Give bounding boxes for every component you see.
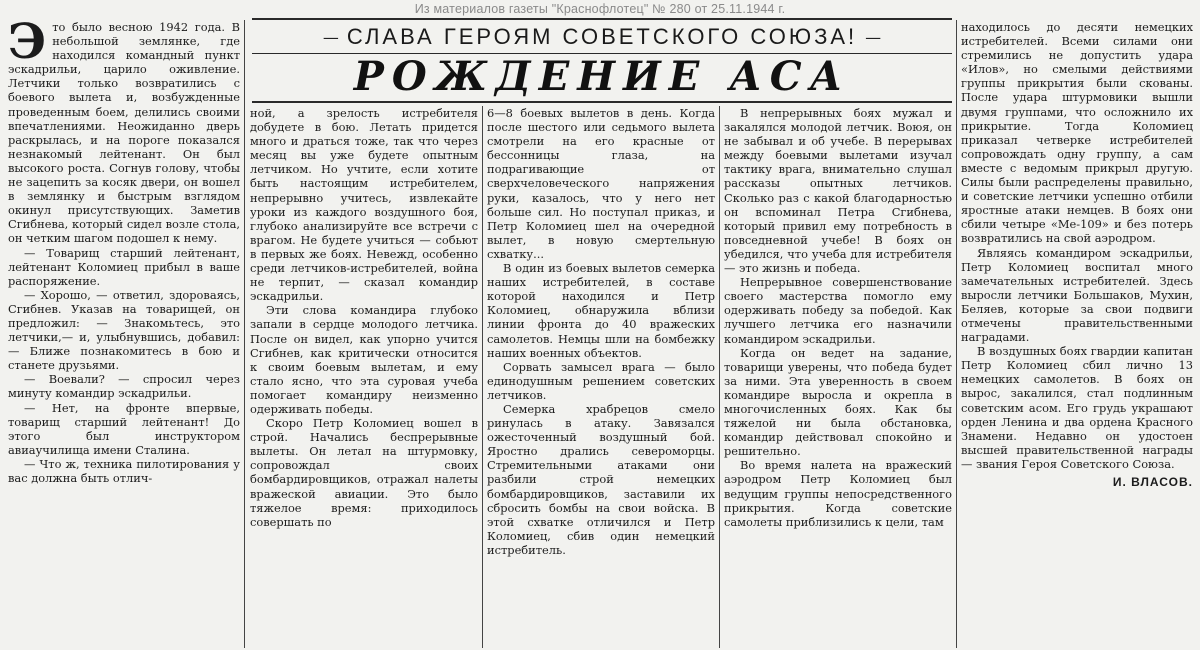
paragraph: Скоро Петр Коломиец вошел в строй. Начались беспрерывные вылеты. Он летал на штурмовку, сопровождал своих бомбардировщиков, отражал налеты вражеской авиации. Это было тяжелое время: приходилось совершать по xyxy=(250,416,478,529)
banner xyxy=(252,22,952,52)
paragraph: Являясь командиром эскадрильи, Петр Коломиец воспитал много замечательных истребителей. Здесь выросли летчики Большаков, Мухин, Беляев, которые за свои подвиги отмечены правительственными наградами. xyxy=(961,245,1193,345)
headline-bottom-rule xyxy=(252,101,952,103)
ornament-left-icon: — xyxy=(322,27,339,47)
column-divider xyxy=(956,20,957,648)
drop-cap: Э xyxy=(8,20,47,70)
banner-top-rule xyxy=(252,18,952,20)
paragraph: — Воевали? — спросил через минуту командир эскадрильи. xyxy=(8,372,240,401)
paragraph: находилось до десяти немецких истребителей. Всеми силами они стремились не допустить удара «Илов», но смелыми действиями группы прикрытия были скованы. После удара штурмовики вышли двумя группами, что осложнило их прикрытие. Тогда Коломиец приказал четверке истребителей сопровождать одну группу, а сам вместе с ведомым прикрыл другую. Силы были распределены правильно, и советские летчики успешно отбили яростные атаки немцев. В боях они сбили четыре «Ме-109» и без потерь возвратились на свой аэродром. xyxy=(961,20,1193,246)
author-signature: И. ВЛАСОВ. xyxy=(1112,475,1193,489)
banner-text: СЛАВА ГЕРОЯМ СОВЕТСКОГО СОЮЗА! xyxy=(346,24,858,49)
paragraph: В один из боевых вылетов семерка наших истребителей, в составе которой находился и Петр Коломиец, обнаружила вблизи линии фронта до 40 вражеских самолетов. Немцы шли на бомбежку наших военных объектов. xyxy=(487,261,715,360)
source-caption: Из материалов газеты "Краснофлотец" № 280 от 25.11.1944 г. xyxy=(414,2,786,16)
paragraph: Непрерывное совершенствование своего мастерства помогло ему одерживать победу за победой. Как лучшего летчика его назначили командиром эскадрильи. xyxy=(724,275,952,346)
paragraph: Это было весною 1942 года. В небольшой землянке, где находился командный пункт эскадрильи, царило оживление. Летчики только возвратились с боевого вылета и, возбужденные проведенным боем, делились своими впечатлениями. Неожиданно дверь раскрылась, и на пороге показался незнакомый лейтенант. Он был высокого роста. Согнув голову, чтобы не зацепить за косяк двери, он вошел в землянку и быстрым взглядом окинул присутствующих. Заметив Сгибнева, который сидел возле стола, он четким шагом подошел к нему. xyxy=(8,20,240,246)
article-column-3 xyxy=(487,106,715,648)
paragraph: — Что ж, техника пилотирования у вас должна быть отлич- xyxy=(8,456,240,485)
paragraph: — Товарищ старший лейтенант, лейтенант Коломиец прибыл в ваше распоряжение. xyxy=(8,245,240,288)
paragraph: В воздушных боях гвардии капитан Петр Коломиец сбил лично 13 немецких самолетов. В боях он вырос, закалился, стал подлинным советским асом. Его грудь украшают орден Ленина и два ордена Красного Знамени. Недавно он удостоен высшей правительственной награды — звания Героя Советского Союза. xyxy=(961,344,1193,471)
column-divider xyxy=(244,20,245,648)
paragraph: Сорвать замысел врага — было единодушным решением советских летчиков. xyxy=(487,359,715,402)
ornament-right-icon: — xyxy=(865,27,882,47)
paragraph: Во время налета на вражеский аэродром Петр Коломиец был ведущим группы непосредственного прикрытия. Когда советские самолеты приблизились к цели, там xyxy=(724,458,952,529)
paragraph: ной, а зрелость истребителя добудете в бою. Летать придется много и драться тоже, так что через месяц вы уже будете опытным летчиком. Но учтите, если хотите быть настоящим истребителем, непрерывно учитесь, извлекайте уроки из каждого воздушного боя, глубоко анализируйте все встречи с врагом. Не будете учиться — собьют в первых же боях. Невежд, особенно среди летчиков-истребителей, война не терпит, — сказал командир эскадрильи. xyxy=(250,106,478,304)
column-divider xyxy=(719,106,720,648)
paragraph: Семерка храбрецов смело ринулась в атаку. Завязался ожесточенный воздушный бой. Яростно дрались североморцы. Стремительными атаками они разбили строй немецких бомбардировщиков, заставили их сбросить бомбы на свои войска. В этой схватке отличился и Петр Коломиец, сбив один немецкий истребитель. xyxy=(487,401,715,557)
article-column-2 xyxy=(250,106,478,648)
article-column-4 xyxy=(724,106,952,648)
paragraph: — Нет, на фронте впервые, товарищ старший лейтенант! До этого был инструктором авиаучилища имени Сталина. xyxy=(8,400,240,457)
paragraph: Когда он ведет на задание, товарищи уверены, что победа будет за ними. Эта уверенность в своем командире выросла и окрепла в многочисленных боях. Как бы тяжелой ни была обстановка, командир действовал спокойно и решительно. xyxy=(724,345,952,459)
column-divider xyxy=(482,106,483,648)
paragraph: — Хорошо, — ответил, здороваясь, Сгибнев. Указав на товарищей, он предложил: — Знакомьтесь, это летчики,— и, улыбнувшись, добавил: — Ближе познакомитесь в бою и станете друзьями. xyxy=(8,287,240,373)
paragraph: 6—8 боевых вылетов в день. Когда после шестого или седьмого вылета смотрели на его красные от бессонницы глаза, на подрагивающие от сверхчеловеческого напряжения руки, казалось, что у него нет больше сил. Но поступал приказ, и Петр Коломиец шел на очередной вылет, в новую смертельную схватку... xyxy=(487,106,715,261)
article-headline: РОЖДЕНИЕ АСА xyxy=(353,53,851,100)
article-column-1 xyxy=(8,20,240,648)
paragraph: В непрерывных боях мужал и закалялся молодой летчик. Воюя, он не забывал и об учебе. В перерывах между боевыми вылетами изучал тактику врага, внимательно слушал рассказы опытных летчиков. Сколько раз с какой благодарностью он вспоминал Петра Сгибнева, который привил ему потребность в повседневной учебе! В боях он убедился, что учеба для истребителя — это жизнь и победа. xyxy=(724,106,952,276)
article-column-5 xyxy=(961,20,1193,648)
paragraph: Эти слова командира глубоко запали в сердце молодого летчика. После он видел, как упорно учится Сгибнев, как критически относится к своим боевым вылетам, и ему стало ясно, что эта суровая учеба помогает командиру неизменно одерживать победы. xyxy=(250,303,478,416)
